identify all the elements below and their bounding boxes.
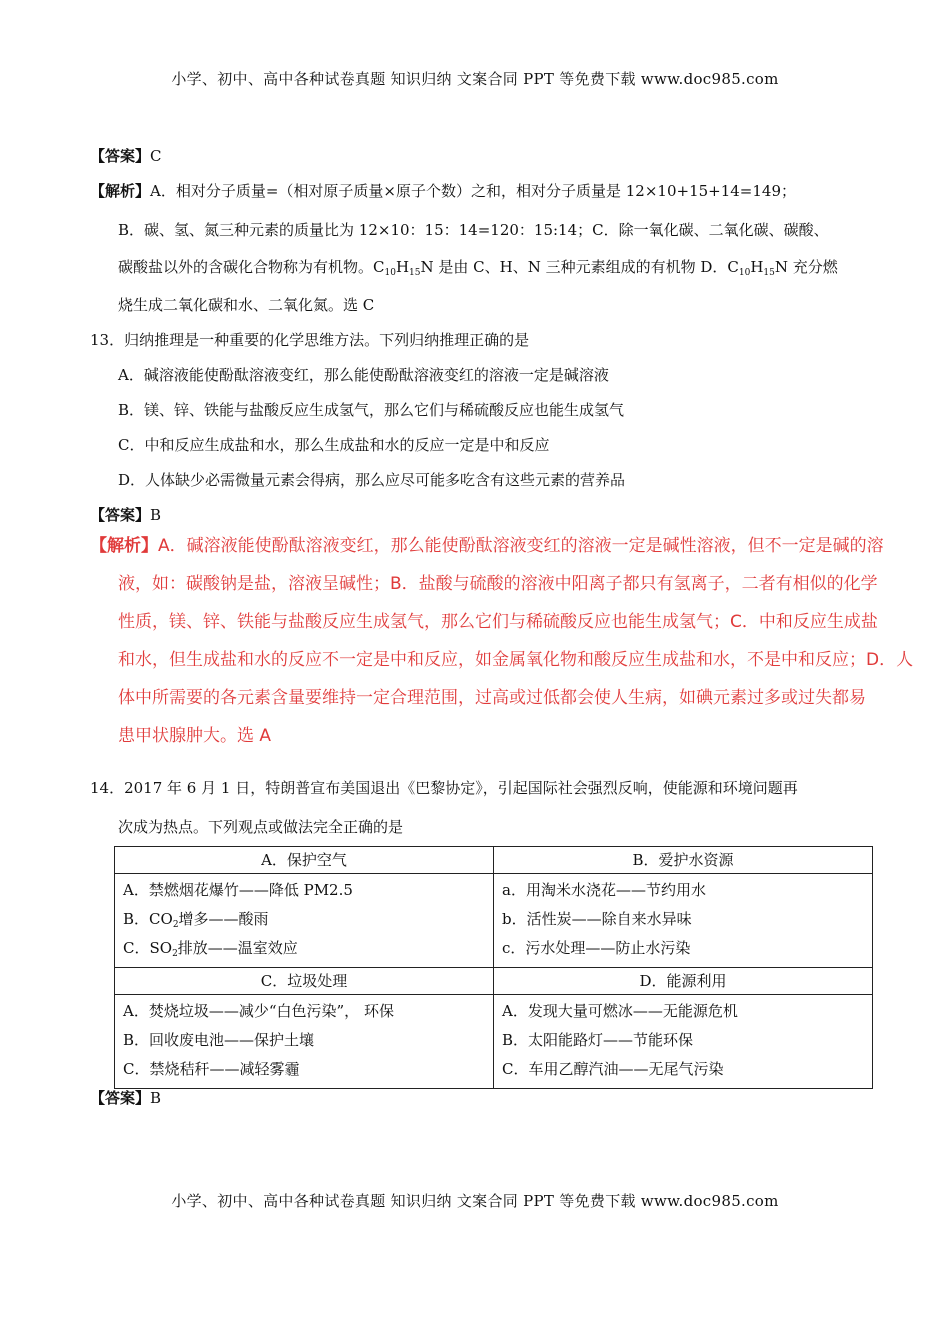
q12-analysis-line-4: 烧生成二氧化碳和水、二氧化氮。选 C [118, 296, 375, 314]
item-text: 增多——酸雨 [178, 910, 269, 928]
analysis-label: 【解析】 [90, 182, 151, 200]
subscript: 15 [409, 268, 421, 278]
q13-analysis-line-4: 和水，但生成盐和水的反应不一定是中和反应，如金属氧化物和酸反应生成盐和水，不是中和反应；D．人 [118, 650, 914, 670]
q14-options-table [114, 846, 873, 1089]
page-header: 小学、初中、高中各种试卷真题 知识归纳 文案合同 PPT 等免费下载 www.doc985.com [171, 70, 779, 88]
table-item: b．活性炭——除自来水异味 [502, 910, 692, 928]
table-item: C．禁烧秸秆——减轻雾霾 [123, 1060, 300, 1078]
q12-analysis-text-1: A．相对分子质量=（相对原子质量×原子个数）之和，相对分子质量是 12×10+15+14=149； [150, 182, 797, 200]
table-item: A．禁燃烟花爆竹——降低 PM2.5 [123, 881, 353, 899]
table-item: c．污水处理——防止水污染 [502, 939, 691, 957]
item-text: 排放——温室效应 [177, 939, 298, 957]
answer-label: 【答案】 [90, 147, 151, 165]
table-item: B．太阳能路灯——节能环保 [502, 1031, 694, 1049]
subscript: 2 [172, 920, 179, 930]
q14-answer [90, 1087, 161, 1109]
q12-answer-value: C [150, 147, 162, 165]
q13-option-b: B．镁、锌、铁能与盐酸反应生成氢气，那么它们与稀硫酸反应也能生成氢气 [118, 401, 625, 419]
answer-label: 【答案】 [90, 506, 151, 524]
q13-option-c: C．中和反应生成盐和水，那么生成盐和水的反应一定是中和反应 [118, 436, 550, 454]
item-text: C．SO [123, 939, 173, 957]
table-header-b: B．爱护水资源 [494, 847, 873, 874]
q12-analysis-line-2: B．碳、氢、氮三种元素的质量比为 12×10：15：14=120：15:14；C．除一氧化碳、二氧化碳、碳酸、 [118, 221, 829, 239]
table-item: B．回收废电池——保护土壤 [123, 1031, 315, 1049]
table-header-d: D．能源利用 [494, 968, 873, 995]
q12-text-3e: N 充分燃 [774, 258, 838, 276]
q12-text-3a: 碳酸盐以外的含碳化合物称为有机物。C [118, 258, 385, 276]
q14-stem-line-2: 次成为热点。下列观点或做法完全正确的是 [118, 818, 404, 836]
item-text: B．CO [123, 910, 173, 928]
q13-stem: 13．归纳推理是一种重要的化学思维方法。下列归纳推理正确的是 [90, 331, 530, 349]
subscript: 10 [738, 268, 751, 278]
q13-option-d: D．人体缺少必需微量元素会得病，那么应尽可能多吃含有这些元素的营养品 [118, 471, 626, 489]
q14-stem-line-1: 14．2017 年 6 月 1 日，特朗普宣布美国退出《巴黎协定》，引起国际社会强烈反响，使能源和环境问题再 [90, 779, 798, 797]
q12-answer [90, 145, 162, 167]
q13-answer-value: B [150, 506, 162, 524]
table-cell-c [115, 995, 494, 1089]
q13-analysis-line-6: 患甲状腺肿大。选 A [118, 726, 272, 746]
table-item [123, 934, 485, 963]
page-footer: 小学、初中、高中各种试卷真题 知识归纳 文案合同 PPT 等免费下载 www.doc985.com [171, 1192, 779, 1210]
table-item [123, 905, 485, 934]
q13-option-a: A．碱溶液能使酚酞溶液变红，那么能使酚酞溶液变红的溶液一定是碱溶液 [118, 366, 609, 384]
subscript: 2 [172, 949, 178, 959]
analysis-label: 【解析】 [90, 536, 158, 556]
table-cell-d [494, 995, 873, 1089]
q12-analysis-line-3 [118, 256, 838, 278]
q13-analysis-line-1 [90, 535, 884, 557]
table-header-c: C．垃圾处理 [115, 968, 494, 995]
q12-text-3c: N 是由 C、H、N 三种元素组成的有机物 D．C [420, 258, 739, 276]
subscript: 15 [763, 268, 775, 278]
table-item: A．发现大量可燃冰——无能源危机 [502, 1002, 738, 1020]
table-cell-b [494, 874, 873, 968]
q12-text-3b: H [395, 258, 410, 276]
q13-analysis-line-5: 体中所需要的各元素含量要维持一定合理范围，过高或过低都会使人生病，如碘元素过多或过失都易 [118, 688, 866, 708]
subscript: 10 [384, 268, 396, 278]
table-header-a: A．保护空气 [115, 847, 494, 874]
table-cell-a [115, 874, 494, 968]
table-item: C．车用乙醇汽油——无尾气污染 [502, 1060, 724, 1078]
q14-answer-value: B [150, 1089, 162, 1107]
q13-analysis-text-1: A．碱溶液能使酚酞溶液变红，那么能使酚酞溶液变红的溶液一定是碱性溶液，但不一定是碱的溶 [158, 536, 884, 556]
table-item: A．焚烧垃圾——减少“白色污染”， 环保 [123, 1002, 394, 1020]
table-item: a．用淘米水浇花——节约用水 [502, 881, 706, 899]
answer-label: 【答案】 [90, 1089, 151, 1107]
q13-answer [90, 504, 161, 526]
q12-text-3d: H [750, 258, 764, 276]
q13-analysis-line-2: 液，如：碳酸钠是盐，溶液呈碱性；B．盐酸与硫酸的溶液中阳离子都只有氢离子，二者有相似的化学 [118, 574, 878, 594]
q13-analysis-line-3: 性质，镁、锌、铁能与盐酸反应生成氢气，那么它们与稀硫酸反应也能生成氢气；C．中和反应生成盐 [118, 612, 878, 632]
q12-analysis-line-1 [90, 180, 796, 202]
